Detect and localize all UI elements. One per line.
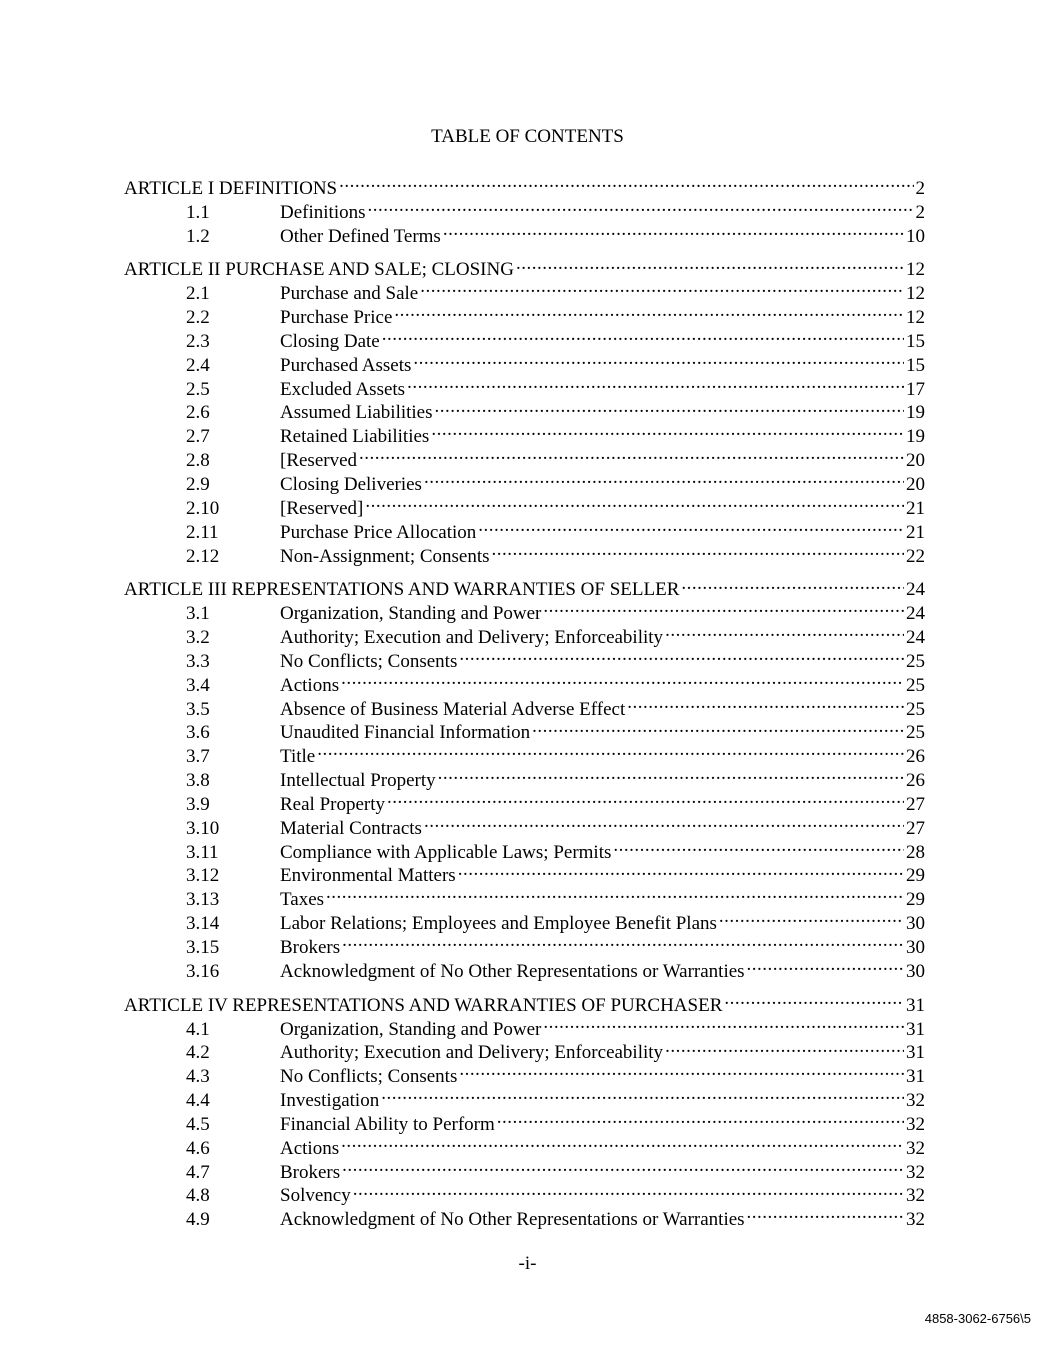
toc-section-number: 3.14 [186,913,220,935]
toc-section-title: Investigation [280,1090,380,1112]
toc-section-number: 2.8 [186,450,210,472]
toc-page-number: 25 [906,650,925,672]
toc-page-number: 30 [906,937,925,958]
toc-section-title: Excluded Assets [280,378,406,400]
toc-page-number: 19 [906,402,925,424]
toc-page-number: 17 [906,378,925,400]
toc-section-title: Purchase Price [280,307,393,329]
toc-section-title: Assumed Liabilities [280,402,433,424]
toc-section-title: Title [280,746,316,768]
dot-leader [368,194,914,218]
toc-page-number: 26 [906,746,925,768]
toc-section-title: Definitions [280,201,366,223]
toc-section-title: Actions [280,674,340,696]
toc-page-number: 24 [906,579,925,601]
toc-section-title: Actions [280,1137,340,1159]
toc-section-title: Solvency [280,1185,351,1207]
toc-section-title: Purchase Price Allocation [280,521,477,543]
dot-leader [339,170,913,194]
toc-section-number: 3.16 [186,960,220,982]
toc-section-number: 2.2 [186,307,210,329]
toc-page-number: 29 [906,865,925,887]
toc-section-title: Taxes [280,889,325,911]
toc-section-title: Closing Date [280,330,380,352]
toc-page-number: 27 [906,817,925,839]
toc-section-title: Non-Assignment; Consents [280,545,490,567]
toc-section-number: 4.1 [186,1018,210,1040]
toc-page-number: 32 [906,1209,925,1231]
dot-leader [407,371,904,395]
toc-section-number: 3.15 [186,937,220,958]
toc-section-number: 3.5 [186,698,210,720]
dot-leader [458,858,904,882]
dot-leader [747,953,904,977]
dot-leader [543,595,904,619]
toc-page-number: 12 [906,307,925,329]
dot-leader [382,323,904,347]
toc-title: TABLE OF CONTENTS [431,126,624,147]
toc-section-number: 4.6 [186,1137,210,1159]
dot-leader [342,929,904,953]
toc-page-number: 15 [906,330,925,352]
toc-page-number: 2 [915,201,925,223]
toc-section-title: No Conflicts; Consents [280,1066,458,1088]
toc-article-entry[interactable] [124,987,925,1016]
dot-leader [341,667,904,691]
dot-leader [532,715,904,739]
dot-leader [613,834,904,858]
page-number: -i- [518,1253,537,1274]
dot-leader [381,1082,904,1106]
dot-leader [341,1130,904,1154]
toc-section-number: 3.8 [186,770,210,792]
document-id: 4858-3062-6756\5 [924,1311,1031,1326]
toc-section-number: 3.13 [186,889,220,911]
toc-section-title: Material Contracts [280,817,422,839]
toc-section-title: Purchased Assets [280,354,412,376]
dot-leader [681,572,904,596]
dot-leader [359,442,904,466]
dot-leader [431,418,904,442]
toc-section-number: 3.3 [186,650,210,672]
toc-page-number: 32 [906,1161,925,1183]
toc-page-number: 12 [906,259,925,281]
toc-section-number: 3.6 [186,722,210,744]
toc-page-number: 31 [906,994,925,1016]
toc-section-title: Authority; Execution and Delivery; Enforceability [280,1042,664,1064]
dot-leader [516,252,904,276]
toc-article-title: ARTICLE I DEFINITIONS [124,177,338,199]
dot-leader [438,762,904,786]
dot-leader [665,1035,904,1059]
toc-section-title: Purchase and Sale [280,283,419,305]
toc-section-number: 2.4 [186,354,210,376]
toc-section-number: 4.2 [186,1042,210,1064]
toc-article [124,987,925,1231]
dot-leader [424,810,904,834]
toc-page-number: 29 [906,889,925,911]
toc-section-title: Labor Relations; Employees and Employee Benefit Plans [280,913,717,935]
toc-page-number: 30 [906,960,925,982]
toc-page-number: 25 [906,698,925,720]
toc-section-number: 3.7 [186,746,210,768]
toc-section-number: 1.2 [186,225,210,247]
toc-page-number: 21 [906,521,925,543]
dot-leader [492,538,904,562]
toc-section-title: Acknowledgment of No Other Representations or Warranties [280,960,745,982]
toc-section-title: Unaudited Financial Information [280,722,531,744]
toc-section-number: 2.10 [186,497,220,519]
toc-article [124,252,925,567]
toc-page-number: 20 [906,450,925,472]
toc-section-title: Retained Liabilities [280,426,430,448]
dot-leader [342,1154,904,1178]
toc-page-number: 32 [906,1090,925,1112]
toc-section-title: Acknowledgment of No Other Representations or Warranties [280,1209,745,1231]
table-of-contents [124,170,925,1235]
toc-section-number: 2.12 [186,545,220,567]
toc-article-entry[interactable] [124,252,925,281]
dot-leader [443,218,904,242]
toc-section-title: Closing Deliveries [280,473,422,495]
toc-page-number: 20 [906,473,925,495]
toc-section-number: 4.7 [186,1161,210,1183]
toc-section-number: 1.1 [186,201,210,223]
toc-section-number: 2.3 [186,330,210,352]
dot-leader [627,691,904,715]
toc-section-title: [Reserved [280,450,358,472]
toc-section-title: Environmental Matters [280,865,456,887]
toc-page-number: 28 [906,841,925,863]
dot-leader [424,466,904,490]
dot-leader [478,514,904,538]
toc-section-title: Organization, Standing and Power [280,603,542,625]
dot-leader [326,881,904,905]
toc-section-title: Compliance with Applicable Laws; Permits [280,841,612,863]
toc-article [124,572,925,982]
toc-section-number: 2.11 [186,521,219,543]
dot-leader [435,395,904,419]
dot-leader [459,1058,904,1082]
toc-section-title: Other Defined Terms [280,225,441,247]
toc-section-title: [Reserved] [280,497,364,519]
toc-page-number: 32 [906,1137,925,1159]
dot-leader [719,905,904,929]
toc-article-title: ARTICLE III REPRESENTATIONS AND WARRANTIES OF SELLER [124,579,680,601]
toc-section-title: Absence of Business Material Adverse Effect [280,698,626,720]
toc-page-number: 24 [906,627,925,649]
toc-section-number: 3.9 [186,793,210,815]
toc-page-number: 12 [906,283,925,305]
toc-page-number: 21 [906,497,925,519]
dot-leader [420,275,904,299]
toc-section-number: 2.9 [186,473,210,495]
toc-page-number: 25 [906,722,925,744]
toc-page-number: 30 [906,913,925,935]
dot-leader [459,643,904,667]
toc-page-number: 15 [906,354,925,376]
toc-section-number: 4.3 [186,1066,210,1088]
toc-page-number: 31 [906,1018,925,1040]
toc-section-number: 2.1 [186,283,210,305]
toc-page-number: 32 [906,1113,925,1135]
dot-leader [394,299,904,323]
dot-leader [413,347,904,371]
toc-section-title: Real Property [280,793,386,815]
toc-section-number: 2.5 [186,378,210,400]
toc-page-number: 31 [906,1042,925,1064]
toc-page-number: 32 [906,1185,925,1207]
toc-page-number: 31 [906,1066,925,1088]
dot-leader [497,1106,904,1130]
dot-leader [353,1178,904,1202]
toc-article-title: ARTICLE IV REPRESENTATIONS AND WARRANTIES OF PURCHASER [124,994,723,1016]
toc-page-number: 24 [906,603,925,625]
toc-section-number: 3.12 [186,865,220,887]
toc-section-number: 4.5 [186,1113,210,1135]
toc-article [124,170,925,247]
toc-page-number: 10 [906,225,925,247]
dot-leader [317,738,904,762]
toc-page-number: 25 [906,674,925,696]
toc-section-number: 3.10 [186,817,220,839]
toc-article-entry[interactable] [124,170,925,199]
toc-section-number: 4.4 [186,1090,210,1112]
toc-section-number: 4.9 [186,1209,210,1231]
toc-section-number: 3.11 [186,841,219,863]
toc-section-title: Brokers [280,1161,341,1183]
toc-page-number: 27 [906,793,925,815]
toc-page-number: 22 [906,545,925,567]
toc-page-number: 26 [906,770,925,792]
toc-section-number: 2.7 [186,426,210,448]
toc-section-title: Authority; Execution and Delivery; Enforceability [280,627,664,649]
toc-page-number: 19 [906,426,925,448]
dot-leader [665,619,904,643]
toc-section-number: 3.1 [186,603,210,625]
toc-section-number: 2.6 [186,402,210,424]
toc-article-title: ARTICLE II PURCHASE AND SALE; CLOSING [124,259,514,281]
toc-section-title: Financial Ability to Perform [280,1113,495,1135]
toc-section-number: 3.2 [186,627,210,649]
toc-section-title: No Conflicts; Consents [280,650,458,672]
toc-article-entry[interactable] [124,572,925,601]
toc-section-number: 4.8 [186,1185,210,1207]
dot-leader [747,1201,904,1225]
dot-leader [387,786,904,810]
toc-section-title: Organization, Standing and Power [280,1018,542,1040]
toc-section-title: Brokers [280,937,341,958]
dot-leader [365,490,904,514]
dot-leader [543,1011,904,1035]
toc-section-number: 3.4 [186,674,210,696]
toc-section-title: Intellectual Property [280,770,436,792]
toc-page-number: 2 [915,177,925,199]
dot-leader [724,987,904,1011]
